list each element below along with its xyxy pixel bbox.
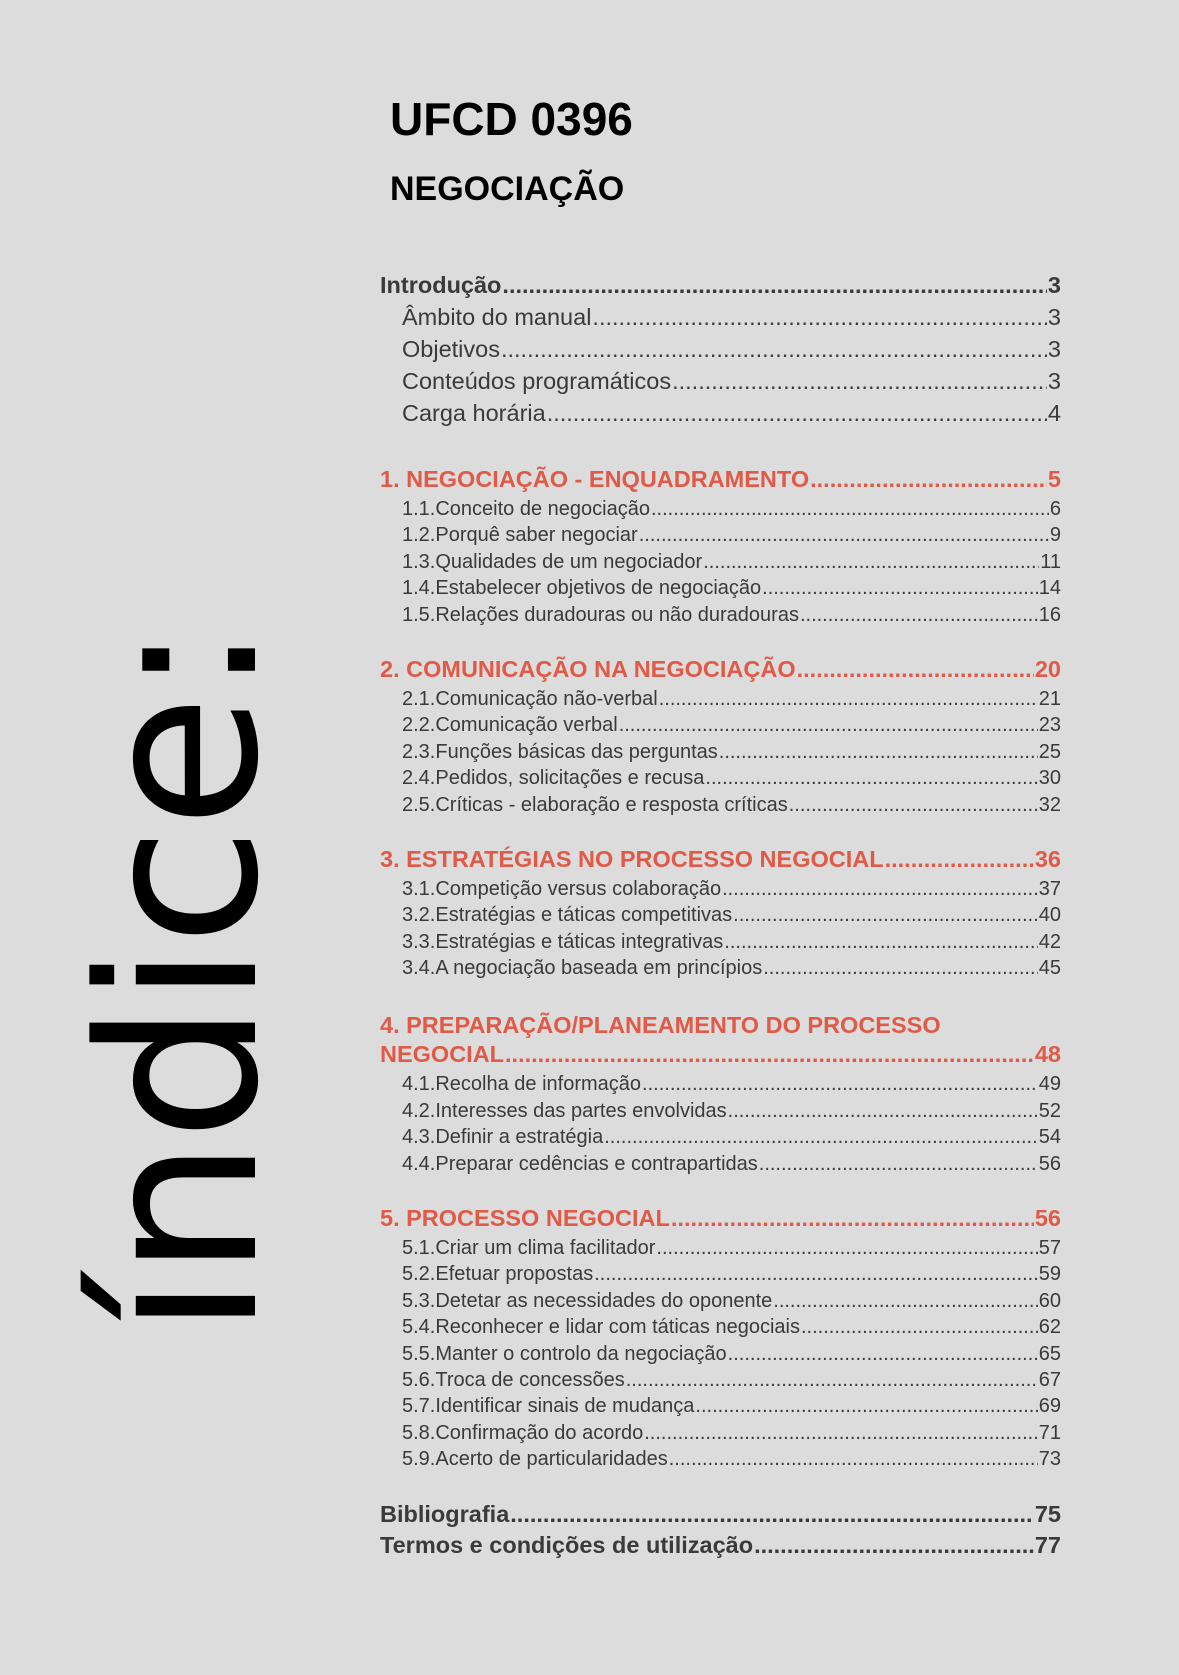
toc-entry[interactable]: 4.3.Definir a estratégia ..... 54	[380, 1126, 1061, 1152]
toc-entry[interactable]: 2.2.Comunicação verbal ..... 23	[380, 714, 1061, 740]
toc-entry[interactable]: 5.6.Troca de concessões ..... 67	[380, 1369, 1061, 1395]
toc-entry-introducao[interactable]: Introdução ..... 3	[380, 272, 1061, 304]
toc-entry[interactable]: 3.1.Competição versus colaboração ..... 37	[380, 878, 1061, 904]
toc-entry[interactable]: 4.2.Interesses das partes envolvidas ..... 52	[380, 1100, 1061, 1126]
toc-chapter-3[interactable]: 3. ESTRATÉGIAS NO PROCESSO NEGOCIAL ..... 36	[380, 846, 1061, 878]
toc-entry[interactable]: Conteúdos programáticos ..... 3	[380, 368, 1061, 400]
toc-entry[interactable]: 5.4.Reconhecer e lidar com táticas negociais ..... 62	[380, 1316, 1061, 1342]
index-side-title: índice:	[54, 624, 307, 1336]
toc-chapter-4[interactable]: NEGOCIAL ..... 48	[380, 1041, 1061, 1073]
toc-entry[interactable]: 1.1.Conceito de negociação ..... 6	[380, 498, 1061, 524]
toc-entry[interactable]: 1.5.Relações duradouras ou não duradouras ..... 16	[380, 604, 1061, 630]
toc-entry[interactable]: 5.5.Manter o controlo da negociação ..... 65	[380, 1343, 1061, 1369]
toc-entry[interactable]: 4.1.Recolha de informação ..... 49	[380, 1073, 1061, 1099]
toc-entry[interactable]: 2.3.Funções básicas das perguntas ..... 25	[380, 741, 1061, 767]
toc-entry[interactable]: 5.9.Acerto de particularidades ..... 73	[380, 1448, 1061, 1474]
course-subject: NEGOCIAÇÃO	[390, 170, 625, 208]
course-code: UFCD 0396	[390, 93, 633, 145]
toc-entry[interactable]: 4.4.Preparar cedências e contrapartidas ..... 56	[380, 1153, 1061, 1179]
toc-entry[interactable]: Carga horária ..... 4	[380, 400, 1061, 432]
toc-chapter-1[interactable]: 1. NEGOCIAÇÃO - ENQUADRAMENTO ..... 5	[380, 466, 1061, 498]
toc-entry[interactable]: 3.4.A negociação baseada em princípios ..... 45	[380, 957, 1061, 983]
toc-entry[interactable]: 3.2.Estratégias e táticas competitivas ..... 40	[380, 904, 1061, 930]
toc-chapter-2[interactable]: 2. COMUNICAÇÃO NA NEGOCIAÇÃO ..... 20	[380, 656, 1061, 688]
toc-entry[interactable]: 2.5.Críticas - elaboração e resposta críticas ..... 32	[380, 794, 1061, 820]
toc-entry[interactable]: 1.2.Porquê saber negociar ..... 9	[380, 524, 1061, 550]
toc-chapter-5[interactable]: 5. PROCESSO NEGOCIAL ..... 56	[380, 1205, 1061, 1237]
toc-entry-termos[interactable]: Termos e condições de utilização ..... 77	[380, 1532, 1061, 1563]
toc-entry[interactable]: 2.1.Comunicação não-verbal ..... 21	[380, 688, 1061, 714]
toc-entry[interactable]: Âmbito do manual ..... 3	[380, 304, 1061, 336]
table-of-contents	[380, 272, 1061, 1563]
toc-entry[interactable]: 5.2.Efetuar propostas ..... 59	[380, 1263, 1061, 1289]
toc-entry[interactable]: 1.4.Estabelecer objetivos de negociação ..... 14	[380, 577, 1061, 603]
toc-entry[interactable]: 5.1.Criar um clima facilitador ..... 57	[380, 1237, 1061, 1263]
toc-entry[interactable]: 5.7.Identificar sinais de mudança ..... 69	[380, 1395, 1061, 1421]
toc-entry[interactable]: 5.8.Confirmação do acordo ..... 71	[380, 1422, 1061, 1448]
toc-entry[interactable]: 3.3.Estratégias e táticas integrativas ..... 42	[380, 931, 1061, 957]
toc-entry[interactable]: 1.3.Qualidades de um negociador ..... 11	[380, 551, 1061, 577]
toc-entry[interactable]: 2.4.Pedidos, solicitações e recusa ..... 30	[380, 767, 1061, 793]
toc-entry[interactable]: Objetivos ..... 3	[380, 336, 1061, 368]
toc-entry-bibliografia[interactable]: Bibliografia ..... 75	[380, 1501, 1061, 1532]
toc-entry[interactable]: 5.3.Detetar as necessidades do oponente ..... 60	[380, 1290, 1061, 1316]
toc-chapter-4-line1[interactable]: 4. PREPARAÇÃO/PLANEAMENTO DO PROCESSO	[380, 1012, 941, 1039]
